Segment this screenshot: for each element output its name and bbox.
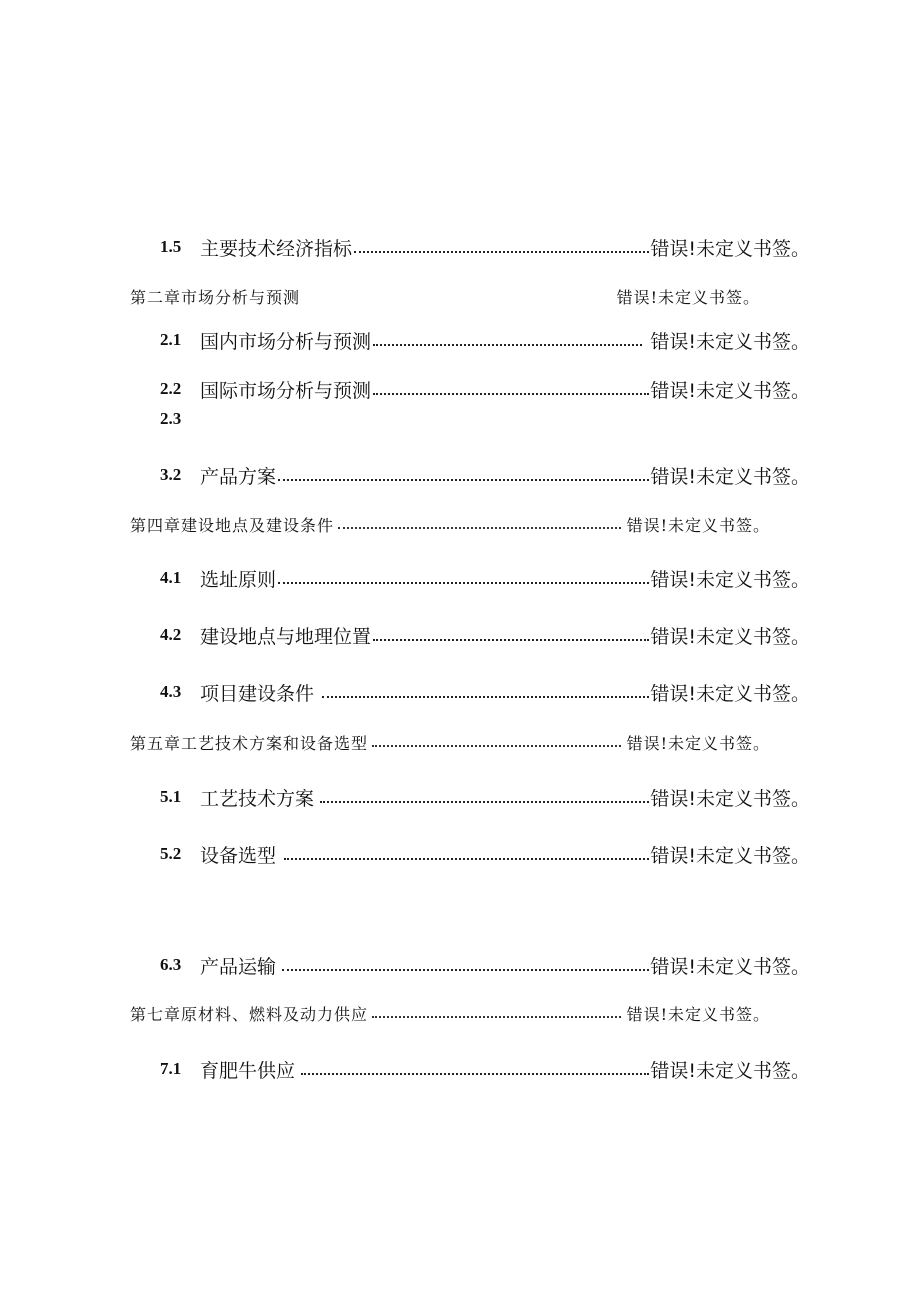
chapter-title: 第七章原材料、燃料及动力供应 — [130, 1004, 369, 1024]
section-title: 项目建设条件 — [200, 682, 315, 705]
toc-entry-2-2[interactable] — [160, 375, 810, 403]
section-title: 产品方案 — [200, 465, 277, 488]
section-number: 6.3 — [160, 955, 182, 974]
dot-leader — [284, 858, 649, 860]
chapter-title: 第五章工艺技术方案和设备选型 — [130, 733, 369, 753]
page-reference: 错误!未定义书签。 — [650, 330, 810, 353]
toc-chapter-5[interactable] — [130, 731, 770, 753]
toc-chapter-4[interactable] — [130, 513, 770, 535]
toc-entry-3-2[interactable] — [160, 461, 810, 489]
section-title: 育肥牛供应 — [200, 1059, 296, 1082]
toc-entry-5-2[interactable] — [160, 840, 810, 868]
page-reference: 错误!未定义书签。 — [650, 1059, 810, 1082]
page-reference: 错误!未定义书签。 — [650, 682, 810, 705]
dot-leader — [278, 582, 649, 584]
section-title: 主要技术经济指标 — [200, 237, 353, 260]
toc-entry-4-2[interactable] — [160, 621, 810, 649]
dot-leader — [322, 696, 649, 698]
page-reference: 错误!未定义书签。 — [650, 955, 810, 978]
dot-leader — [320, 801, 649, 803]
dot-leader — [373, 393, 649, 395]
section-title: 工艺技术方案 — [200, 787, 315, 810]
toc-entry-2-3[interactable]: 2.3 — [160, 409, 182, 428]
section-number: 5.1 — [160, 787, 182, 806]
page-reference: 错误!未定义书签。 — [650, 625, 810, 648]
dot-leader — [282, 969, 649, 971]
section-number: 4.3 — [160, 682, 182, 701]
section-title: 产品运输 — [200, 955, 277, 978]
page-reference: 错误!未定义书签。 — [650, 237, 810, 260]
section-title: 建设地点与地理位置 — [200, 625, 372, 648]
toc-chapter-7[interactable] — [130, 1002, 770, 1024]
dot-leader — [372, 1016, 621, 1018]
page-reference: 错误!未定义书签。 — [626, 515, 770, 535]
page-reference: 错误!未定义书签。 — [650, 379, 810, 402]
toc-chapter-2[interactable] — [130, 285, 770, 307]
section-title: 设备选型 — [200, 844, 277, 867]
dot-leader — [372, 745, 621, 747]
section-title: 选址原则 — [200, 568, 277, 591]
section-number: 2.1 — [160, 330, 182, 349]
toc-entry-5-1[interactable] — [160, 783, 810, 811]
section-number: 4.2 — [160, 625, 182, 644]
dot-leader — [278, 479, 649, 481]
dot-leader — [338, 527, 621, 529]
section-number: 3.2 — [160, 465, 182, 484]
toc-entry-4-1[interactable] — [160, 564, 810, 592]
toc-entry-7-1[interactable] — [160, 1055, 810, 1083]
section-number: 5.2 — [160, 844, 182, 863]
toc-entry-1-5[interactable] — [160, 233, 810, 261]
toc-entry-2-1[interactable] — [160, 326, 810, 354]
toc-entry-4-3[interactable] — [160, 678, 810, 706]
dot-leader — [373, 639, 649, 641]
dot-leader — [301, 1073, 649, 1075]
section-number: 2.2 — [160, 379, 182, 398]
dot-leader — [354, 251, 649, 253]
chapter-title: 第四章建设地点及建设条件 — [130, 515, 335, 535]
page-reference: 错误!未定义书签。 — [626, 1004, 770, 1024]
page-reference: 错误!未定义书签。 — [650, 844, 810, 867]
chapter-title: 第二章市场分析与预测 — [130, 287, 301, 307]
page-reference: 错误!未定义书签。 — [616, 287, 760, 307]
section-title: 国内市场分析与预测 — [200, 330, 372, 353]
section-title: 国际市场分析与预测 — [200, 379, 372, 402]
section-number: 4.1 — [160, 568, 182, 587]
page-reference: 错误!未定义书签。 — [650, 465, 810, 488]
page-reference: 错误!未定义书签。 — [626, 733, 770, 753]
page-reference: 错误!未定义书签。 — [650, 568, 810, 591]
section-number: 1.5 — [160, 237, 182, 256]
toc-entry-6-3[interactable] — [160, 951, 810, 979]
page-reference: 错误!未定义书签。 — [650, 787, 810, 810]
section-number: 7.1 — [160, 1059, 182, 1078]
dot-leader — [373, 344, 642, 346]
